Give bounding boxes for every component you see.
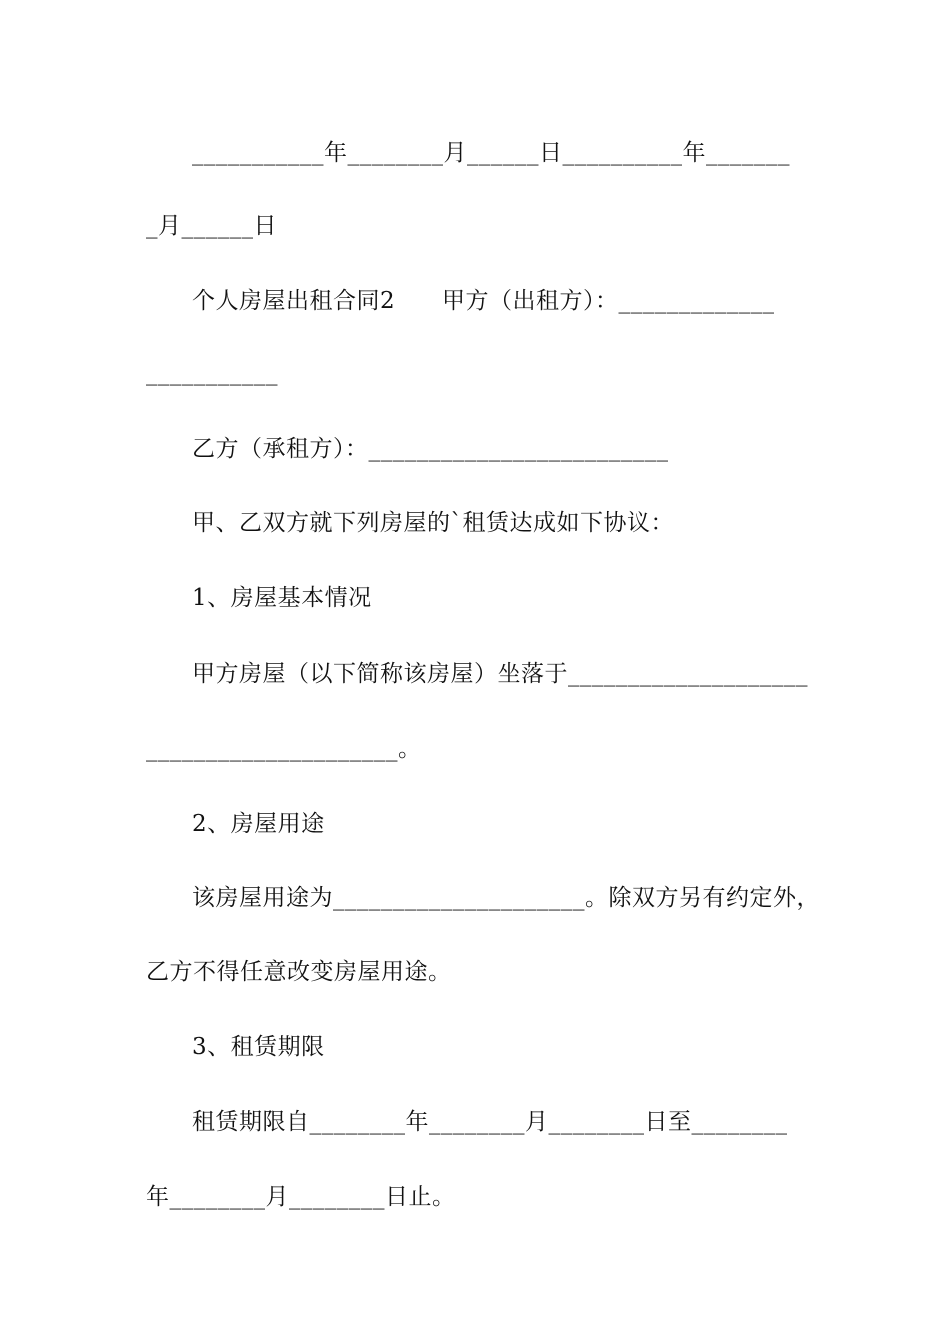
section-3-heading: 3、租赁期限 [192,1034,325,1060]
section-2-heading: 2、房屋用途 [192,811,325,837]
property-use-continuation: 乙方不得任意改变房屋用途。 [146,959,452,985]
party-b-line: 乙方（承租方）：_________________________ [192,436,669,462]
date-blanks-line-2: _月______日 [146,213,277,239]
date-blanks-line-1: ___________年________月______日__________年_______ [192,140,790,166]
property-use-line: 该房屋用途为_____________________。除双方另有约定外， [192,885,820,911]
contract-title-and-party-a: 个人房屋出租合同2 甲方（出租方）：_____________ [192,288,775,314]
property-location-line: 甲方房屋（以下简称该房屋）坐落于____________________ [192,661,808,687]
party-a-blank-continuation: ___________ [146,360,278,386]
agreement-intro: 甲、乙双方就下列房屋的`租赁达成如下协议： [192,510,674,536]
lease-term-continuation: 年________月________日止。 [146,1184,456,1210]
property-location-continuation: _____________________。 [146,736,422,762]
lease-term-line: 租赁期限自________年________月________日至________ [192,1109,788,1135]
section-1-heading: 1、房屋基本情况 [192,585,372,611]
